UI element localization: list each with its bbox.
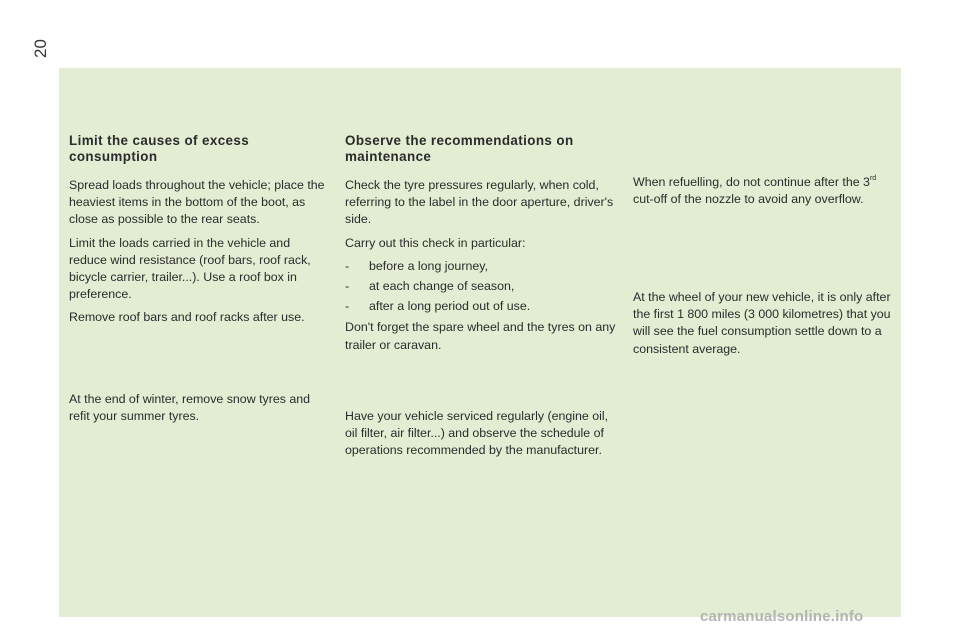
paragraph-servicing: Have your vehicle serviced regularly (engine oil, oil filter, air filter...) and observe the schedule of operations recommended by the manufacturer. [345, 409, 609, 458]
dash-marker: - [345, 258, 350, 273]
heading-excess-consumption: Limit the causes of excess consumption [69, 133, 250, 164]
check-list [345, 258, 620, 316]
column-maintenance [345, 133, 620, 360]
list-item: - after a long period out of use. [345, 298, 620, 315]
column-fuel-consumption [69, 133, 331, 333]
list-item: - at each change of season, [345, 278, 620, 295]
dash-marker: - [345, 299, 350, 314]
page-number: 20 [31, 39, 50, 58]
paragraph-spare-wheel: Don't forget the spare wheel and the tyres on any trailer or caravan. [345, 320, 616, 352]
heading-maintenance: Observe the recommendations on maintenance [345, 133, 574, 164]
paragraph-check-in-particular: Carry out this check in particular: [345, 235, 526, 250]
paragraph-limit-loads: Limit the loads carried in the vehicle and reduce wind resistance (roof bars, roof rack, bicycle carrier, trailer...). Use a roof box in preference. [69, 235, 311, 302]
paragraph-spread-loads: Spread loads throughout the vehicle; place the heaviest items in the bottom of the boot, as close as possible to the rear seats. [69, 178, 325, 227]
paragraph-new-vehicle: At the wheel of your new vehicle, it is only after the first 1 800 miles (3 000 kilometres) that you will see the fuel consumption settle down to a consistent average. [633, 290, 891, 356]
paragraph-refuelling: When refuelling, do not continue after the 3rd cut-off of the nozzle to avoid any overflow. [633, 175, 877, 207]
paragraph-tyre-pressures: Check the tyre pressures regularly, when cold, referring to the label in the door aperture, driver's side. [345, 178, 614, 227]
list-item: - before a long journey, [345, 258, 620, 275]
dash-marker: - [345, 279, 350, 294]
watermark-text: carmanualsonline.info [700, 608, 864, 625]
ordinal-suffix: rd [869, 175, 877, 182]
column-refuelling [633, 174, 898, 214]
paragraph-remove-roof-bars: Remove roof bars and roof racks after use. [69, 310, 305, 325]
paragraph-winter-tyres: At the end of winter, remove snow tyres and refit your summer tyres. [69, 392, 311, 424]
